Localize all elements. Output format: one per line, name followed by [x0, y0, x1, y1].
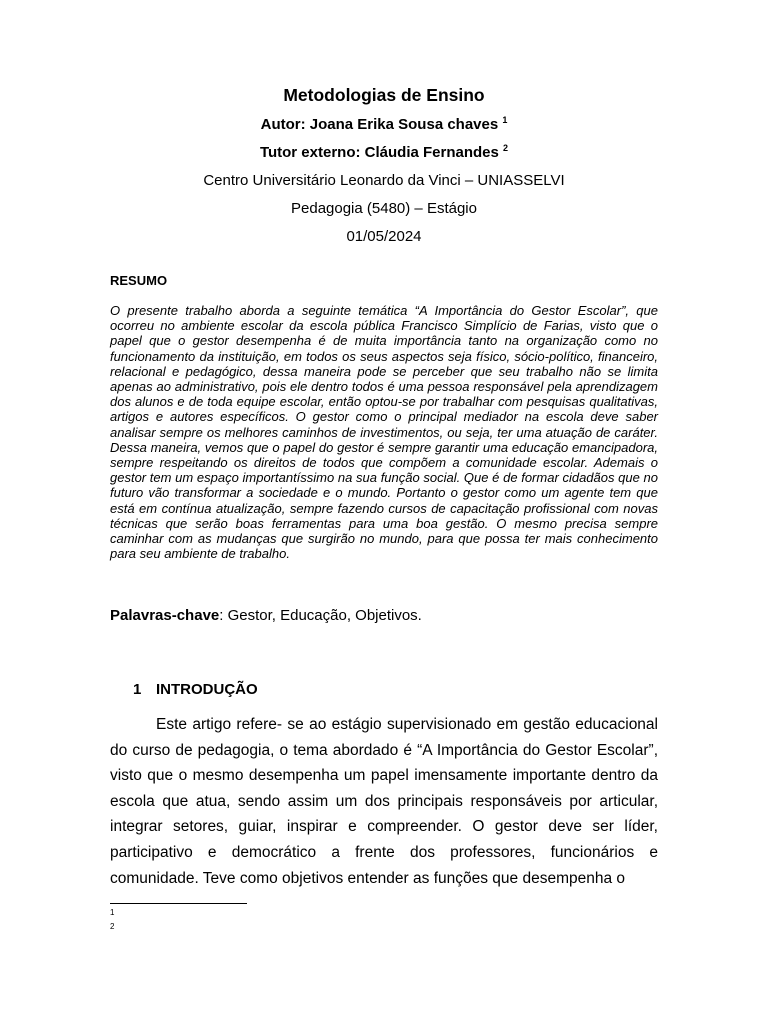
- abstract-text: O presente trabalho aborda a seguinte temática “A Importância do Gestor Escolar”, que ocorreu no ambiente escolar da escola pública Francisco Simplício de Farias, visto que o papel que o gestor desempenha é de muita importância tanto na organização como no funcionamento da instituição, em todos os seus aspectos seja físico, sócio-político, financeiro, relacional e pedagógico, dessa maneira pode se perceber que seu trabalho não se limita apenas ao administrativo, pois ele dentro todos é uma pessoa responsável pela aprendizagem dos alunos e de toda equipe escolar, então optou-se por trabalhar com pesquisas qualitativas, artigos e autores específicos. O gestor como o principal mediador na escola deve saber analisar sempre os melhores caminhos de investimentos, ou seja, ter uma atuação de caráter. Dessa maneira, vemos que o papel do gestor é sempre garantir uma educação emancipadora, sempre respeitando os direitos de todos que compõem a comunidade escolar. Ademais o gestor tem um espaço importantíssimo na sua função social. Que é de formar cidadãos que no futuro vão transformar a sociedade e o mundo. Portanto o gestor como um agente tem que está em contínua atualização, sempre fazendo cursos de capacitação profissional com novas técnicas que serão boas ferramentas para uma boa gestão. O mesmo precisa sempre caminhar com as mudanças que surgirão no mundo, para que possa ter mais conhecimento para seu ambiente de trabalho.: [110, 303, 658, 562]
- tutor-name: Tutor externo: Cláudia Fernandes: [259, 144, 499, 161]
- footnote-separator: [110, 903, 247, 904]
- author-name: Autor: Joana Erika Sousa chaves: [260, 116, 499, 133]
- tutor-line: [0, 144, 768, 161]
- keywords: [110, 607, 422, 624]
- section-number: 1: [133, 681, 142, 698]
- institution: Centro Universitário Leonardo da Vinci – UNIASSELVI: [203, 172, 565, 189]
- intro-paragraph: Este artigo refere- se ao estágio supervisionado em gestão educacional do curso de pedagogia, o tema abordado é “A Importância do Gestor Escolar”, visto que o mesmo desempenha um papel imensamente importante dentro da escola que atua, sendo assim um dos principais responsáveis por articular, integrar setores, guiar, inspirar e compreender. O gestor deve ser líder, participativo e democrático a frente dos professores, funcionários e comunidade. Teve como objetivos entender as funções que desempenha o: [110, 716, 658, 887]
- author-line: [0, 116, 768, 133]
- author-footnote-ref[interactable]: 1: [502, 115, 508, 125]
- abstract-heading: RESUMO: [110, 273, 168, 288]
- date: 01/05/2024: [346, 228, 422, 245]
- section-title: INTRODUÇÃO: [156, 681, 258, 698]
- section-heading: [133, 681, 258, 698]
- footnote-1: 1: [110, 908, 115, 917]
- keywords-label: Palavras-chave: [110, 607, 220, 624]
- document-title: Metodologias de Ensino: [283, 85, 485, 105]
- footnote-2: 2: [110, 922, 115, 931]
- tutor-footnote-ref[interactable]: 2: [503, 143, 509, 153]
- course: Pedagogia (5480) – Estágio: [291, 200, 477, 217]
- keywords-values: : Gestor, Educação, Objetivos.: [219, 607, 422, 624]
